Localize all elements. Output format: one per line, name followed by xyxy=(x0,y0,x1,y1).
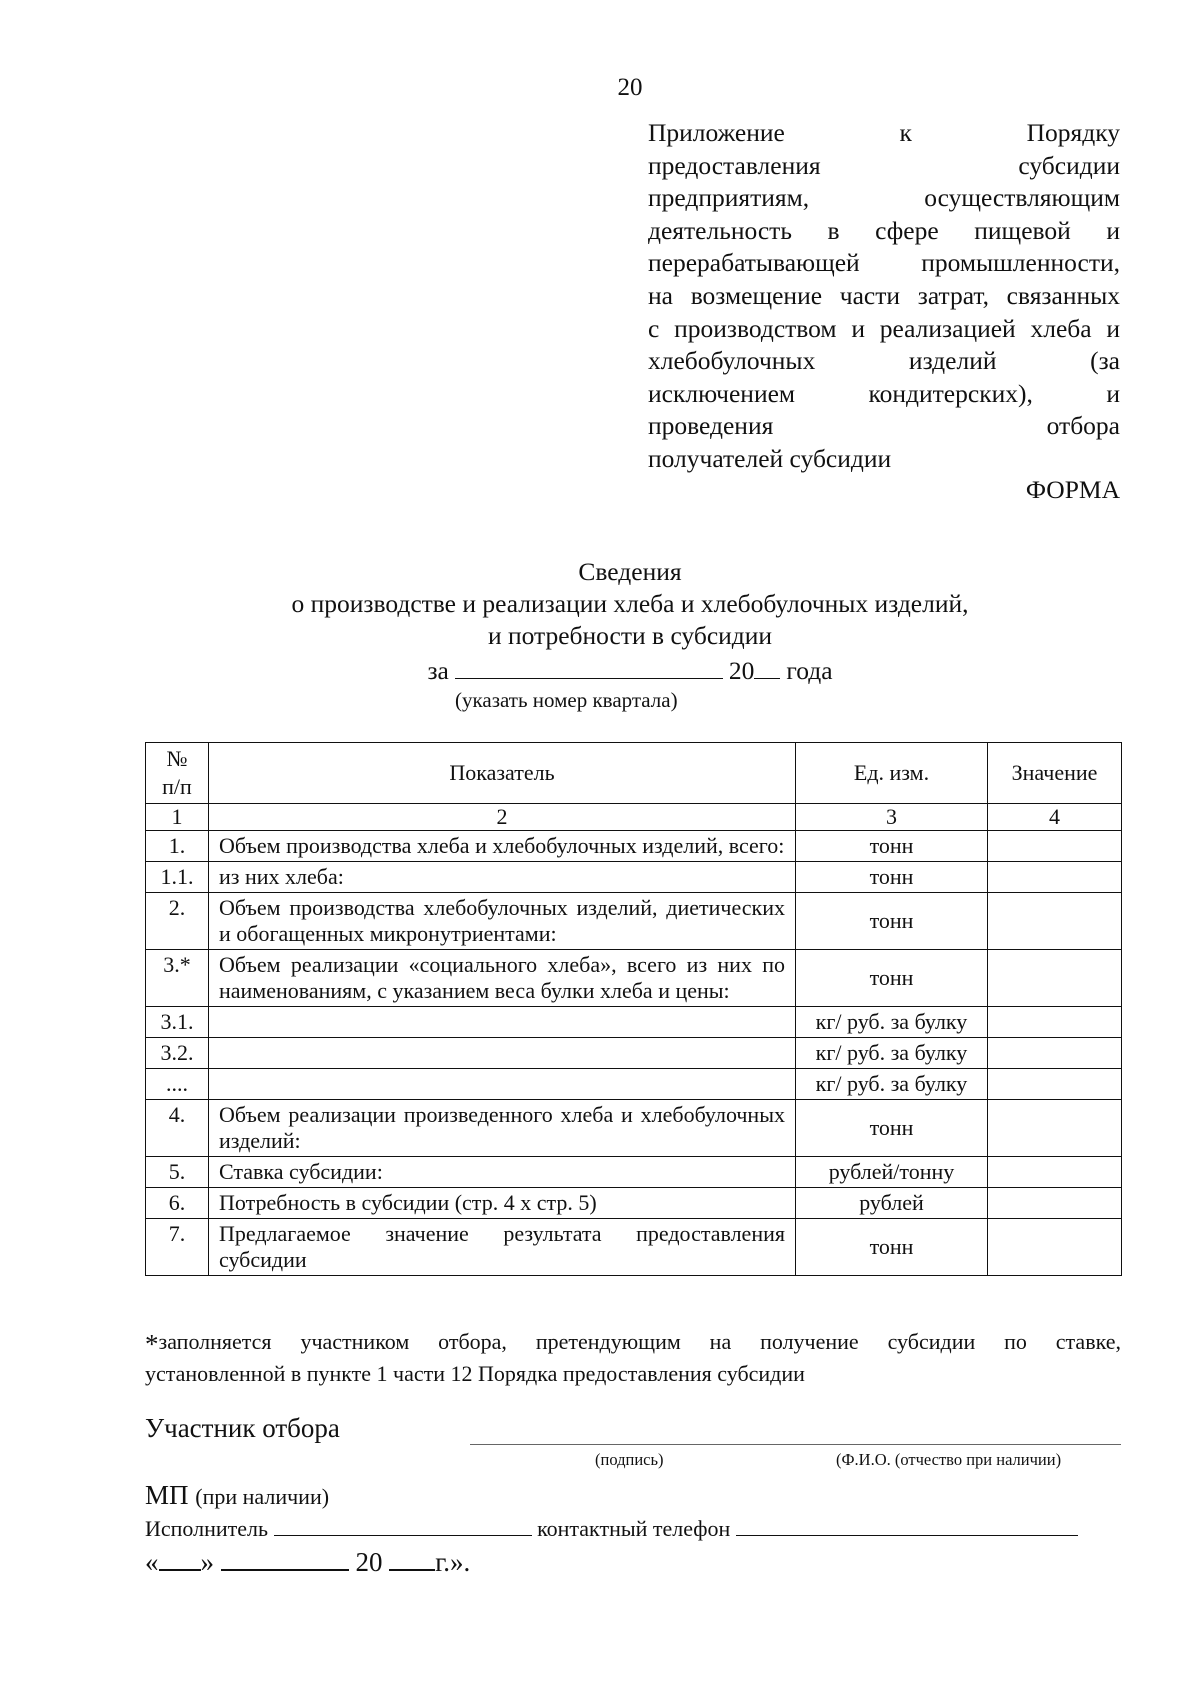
footnote-line: установленной в пункте 1 части 12 Порядка предоставления субсидии xyxy=(145,1361,805,1386)
row-num: 6. xyxy=(146,1188,209,1219)
row-value[interactable] xyxy=(988,1007,1122,1038)
header-indicator: Показатель xyxy=(209,743,796,804)
row-indicator: из них хлеба: xyxy=(209,862,796,893)
month-blank[interactable] xyxy=(221,1545,349,1571)
row-value[interactable] xyxy=(988,1219,1122,1276)
row-unit: рублей xyxy=(796,1188,988,1219)
title-line: о производстве и реализации хлеба и хлебобулочных изделий, xyxy=(291,589,969,618)
year-prefix: 20 xyxy=(728,656,755,685)
signature-line[interactable] xyxy=(470,1444,1121,1445)
row-num: 4. xyxy=(146,1100,209,1157)
column-number: 2 xyxy=(209,804,796,831)
year-suffix: года xyxy=(786,656,833,685)
row-indicator: Объем реализации произведенного хлеба и хлебобулочных изделий: xyxy=(209,1100,796,1157)
row-unit: тонн xyxy=(796,893,988,950)
header-value: Значение xyxy=(988,743,1122,804)
appendix-line: предоставления субсидии xyxy=(648,150,1120,180)
executor-label: Исполнитель xyxy=(145,1516,269,1541)
row-unit: кг/ руб. за булку xyxy=(796,1007,988,1038)
table-row xyxy=(146,950,1122,1007)
row-num: .... xyxy=(146,1069,209,1100)
document-title xyxy=(0,556,1200,652)
table-row xyxy=(146,1069,1122,1100)
appendix-line: получателей субсидии xyxy=(648,443,892,473)
table-row xyxy=(146,831,1122,862)
quarter-blank[interactable] xyxy=(455,654,723,679)
data-table xyxy=(145,742,1122,1276)
year-short-blank[interactable] xyxy=(389,1545,435,1571)
date-open: « xyxy=(145,1547,159,1577)
row-value[interactable] xyxy=(988,1038,1122,1069)
table-row xyxy=(146,1157,1122,1188)
executor-line xyxy=(145,1515,1078,1542)
table-row xyxy=(146,1188,1122,1219)
appendix-line: на возмещение части затрат, связанных xyxy=(648,280,1120,310)
row-value[interactable] xyxy=(988,893,1122,950)
date-close: » xyxy=(200,1547,214,1577)
column-number: 1 xyxy=(146,804,209,831)
row-unit: тонн xyxy=(796,831,988,862)
row-unit: рублей/тонну xyxy=(796,1157,988,1188)
row-num: 2. xyxy=(146,893,209,950)
column-number: 3 xyxy=(796,804,988,831)
title-line: и потребности в субсидии xyxy=(487,621,773,650)
table-row xyxy=(146,1219,1122,1276)
date-suffix: г.». xyxy=(435,1547,471,1577)
header-num: № п/п xyxy=(146,743,209,804)
row-unit: тонн xyxy=(796,862,988,893)
date-year: 20 xyxy=(355,1547,383,1577)
mp-label: МП xyxy=(145,1480,189,1510)
table-row xyxy=(146,862,1122,893)
row-indicator[interactable] xyxy=(209,1069,796,1100)
row-unit: тонн xyxy=(796,950,988,1007)
row-num: 5. xyxy=(146,1157,209,1188)
row-indicator[interactable] xyxy=(209,1038,796,1069)
row-value[interactable] xyxy=(988,862,1122,893)
table-header-row xyxy=(146,743,1122,804)
footnote-text: заполняется участником отбора, претендующим на получение субсидии по ставке, xyxy=(158,1329,1121,1354)
row-num: 3.1. xyxy=(146,1007,209,1038)
phone-label: контактный телефон xyxy=(537,1516,731,1541)
signature-caption: (подпись) xyxy=(595,1450,664,1469)
row-unit: тонн xyxy=(796,1219,988,1276)
appendix-line: деятельность в сфере пищевой и xyxy=(648,215,1120,245)
row-value[interactable] xyxy=(988,831,1122,862)
footnote xyxy=(145,1327,1121,1388)
header-unit: Ед. изм. xyxy=(796,743,988,804)
stamp-line xyxy=(145,1480,329,1511)
name-caption: (Ф.И.О. (отчество при наличии) xyxy=(836,1450,1062,1469)
period-note: (указать номер квартала) xyxy=(455,688,678,712)
day-blank[interactable] xyxy=(159,1545,201,1571)
row-indicator[interactable] xyxy=(209,1007,796,1038)
appendix-reference xyxy=(648,117,1120,476)
row-num: 3.2. xyxy=(146,1038,209,1069)
mp-note: (при наличии) xyxy=(195,1484,330,1509)
page-number: 20 xyxy=(617,74,643,101)
row-value[interactable] xyxy=(988,1069,1122,1100)
executor-blank[interactable] xyxy=(274,1515,532,1536)
period-prefix: за xyxy=(427,656,449,685)
footnote-line xyxy=(145,1327,1121,1359)
row-value[interactable] xyxy=(988,1188,1122,1219)
row-num: 1. xyxy=(146,831,209,862)
footnote-star: * xyxy=(145,1329,159,1359)
period-line xyxy=(0,654,1200,686)
date-line xyxy=(145,1545,470,1578)
row-num: 3.* xyxy=(146,950,209,1007)
table-row xyxy=(146,1007,1122,1038)
column-number: 4 xyxy=(988,804,1122,831)
appendix-line: с производством и реализацией хлеба и xyxy=(648,313,1120,343)
row-num: 7. xyxy=(146,1219,209,1276)
row-num: 1.1. xyxy=(146,862,209,893)
row-value[interactable] xyxy=(988,1157,1122,1188)
row-indicator: Потребность в субсидии (стр. 4 х стр. 5) xyxy=(209,1188,796,1219)
appendix-line: предприятиям, осуществляющим xyxy=(648,183,1120,213)
appendix-line: проведения отбора xyxy=(648,411,1120,441)
row-unit: тонн xyxy=(796,1100,988,1157)
column-number-row xyxy=(146,804,1122,831)
table-row xyxy=(146,1038,1122,1069)
phone-blank[interactable] xyxy=(736,1515,1078,1536)
appendix-line: Приложение к Порядку xyxy=(648,118,1120,147)
row-indicator: Объем производства хлеба и хлебобулочных изделий, всего: xyxy=(209,831,796,862)
row-indicator: Предлагаемое значение результата предоставления субсидии xyxy=(209,1219,796,1276)
forma-label: ФОРМА xyxy=(1025,475,1120,504)
table-row xyxy=(146,1100,1122,1157)
appendix-line: исключением кондитерских), и xyxy=(648,378,1120,408)
row-unit: кг/ руб. за булку xyxy=(796,1038,988,1069)
year-blank[interactable] xyxy=(754,654,780,679)
title-line: Сведения xyxy=(578,557,682,586)
row-value[interactable] xyxy=(988,950,1122,1007)
row-indicator: Объем реализации «социального хлеба», всего из них по наименованиям, с указанием веса булки хлеба и цены: xyxy=(209,950,796,1007)
appendix-line: хлебобулочных изделий (за xyxy=(648,346,1120,376)
row-indicator: Ставка субсидии: xyxy=(209,1157,796,1188)
row-value[interactable] xyxy=(988,1100,1122,1157)
participant-label: Участник отбора xyxy=(145,1413,340,1443)
row-unit: кг/ руб. за булку xyxy=(796,1069,988,1100)
row-indicator: Объем производства хлебобулочных изделий, диетических и обогащенных микронутриентами: xyxy=(209,893,796,950)
table-row xyxy=(146,893,1122,950)
appendix-line: перерабатывающей промышленности, xyxy=(648,248,1120,278)
